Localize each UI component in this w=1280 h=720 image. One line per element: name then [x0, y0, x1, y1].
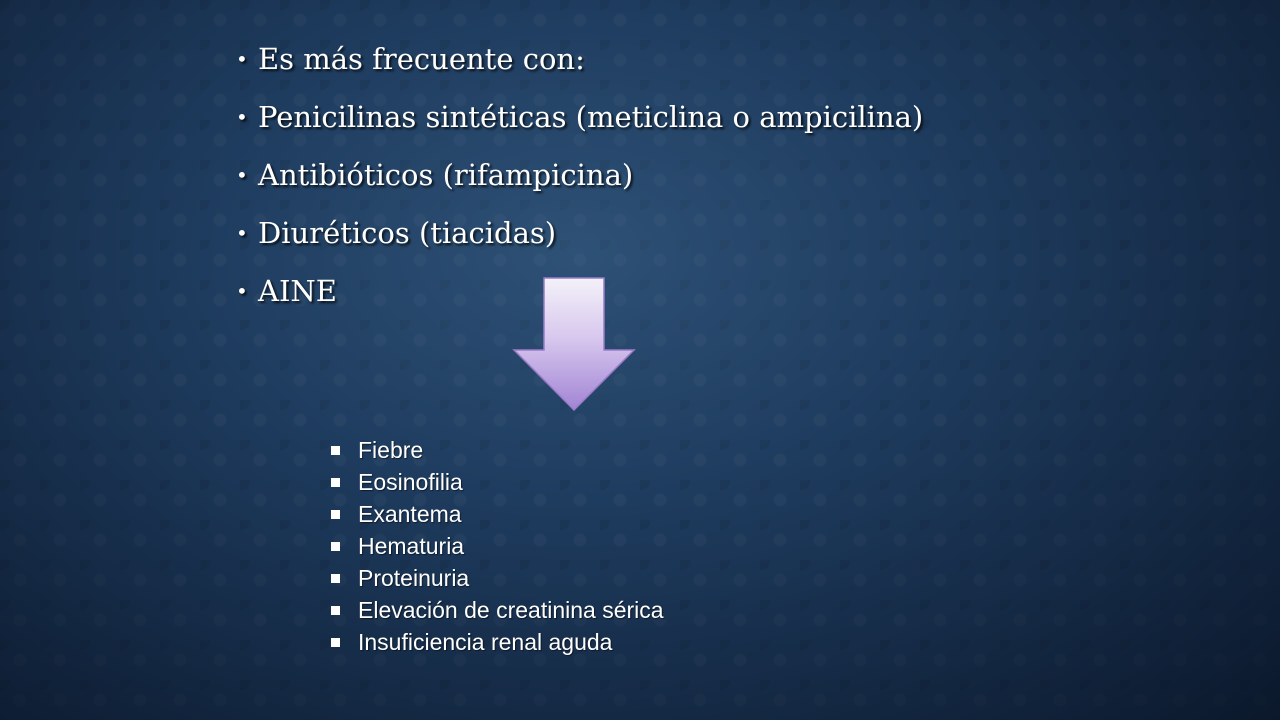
down-arrow-icon [512, 276, 636, 412]
list-item-label: AINE [258, 274, 337, 308]
list-item [328, 562, 664, 594]
square-bullet-icon [331, 574, 340, 583]
list-item-label: Fiebre [358, 437, 424, 463]
list-item [328, 530, 664, 562]
list-item [236, 152, 923, 210]
square-bullet-icon [331, 510, 340, 519]
list-item-label: Insuficiencia renal aguda [358, 629, 613, 655]
list-item-label: Eosinofilia [358, 469, 463, 495]
list-item-label: Diuréticos (tiacidas) [258, 216, 557, 250]
list-item [236, 36, 923, 94]
findings-list [328, 434, 664, 658]
square-bullet-icon [331, 446, 340, 455]
list-item [328, 626, 664, 658]
list-item [328, 466, 664, 498]
list-item-label: Antibióticos (rifampicina) [258, 158, 634, 192]
list-item [328, 434, 664, 466]
square-bullet-icon [331, 638, 340, 647]
bullet: • [236, 221, 248, 245]
square-bullet-icon [331, 542, 340, 551]
list-item [328, 498, 664, 530]
list-item-label: Penicilinas sintéticas (meticlina o ampicilina) [258, 100, 924, 134]
list-item-label: Proteinuria [358, 565, 470, 591]
square-bullet-icon [331, 606, 340, 615]
list-item [236, 94, 923, 152]
bullet: • [236, 279, 248, 303]
list-item-label: Exantema [358, 501, 462, 527]
square-bullet-icon [331, 478, 340, 487]
list-item-label: Es más frecuente con: [258, 42, 585, 76]
list-item [236, 210, 923, 268]
bullet: • [236, 163, 248, 187]
bullet: • [236, 105, 248, 129]
list-item [328, 594, 664, 626]
list-item-label: Hematuria [358, 533, 465, 559]
bullet: • [236, 47, 248, 71]
list-item-label: Elevación de creatinina sérica [358, 597, 664, 623]
